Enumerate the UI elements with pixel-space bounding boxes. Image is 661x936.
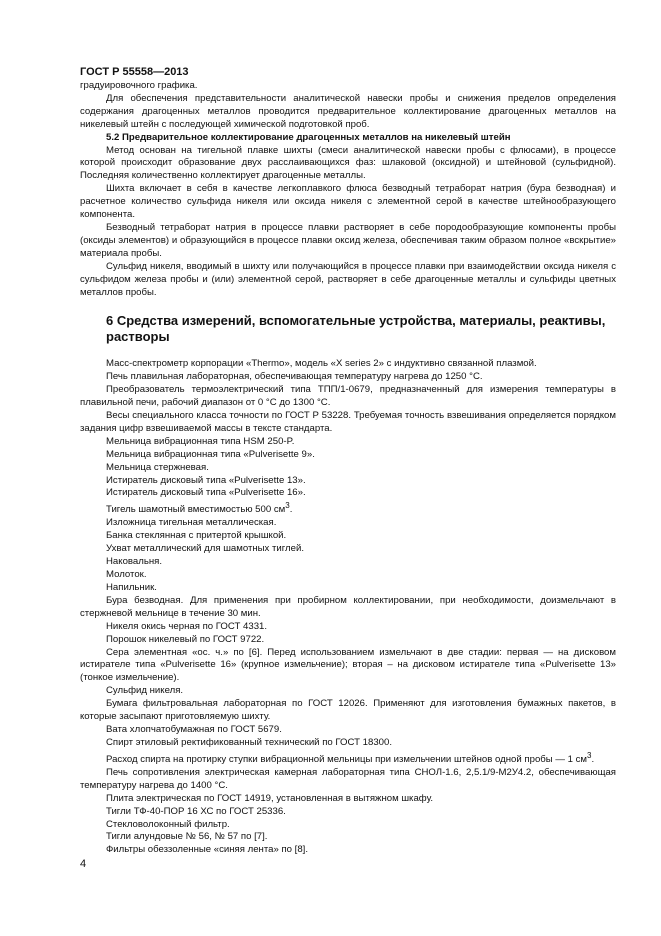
list-item: Плита электрическая по ГОСТ 14919, установленная в вытяжном шкафу.: [106, 792, 434, 804]
list-item: Мельница стержневая.: [106, 461, 209, 473]
list-item: Фильтры обеззоленные «синяя лента» по [8].: [106, 844, 308, 856]
list-item: [80, 750, 616, 767]
list-item-text: Тигель шамотный вместимостью 500 см: [106, 504, 286, 516]
list-item: Порошок никелевый по ГОСТ 9722.: [106, 633, 265, 645]
list-item: Вата хлопчатобумажная по ГОСТ 5679.: [106, 723, 282, 735]
superscript: 3: [285, 501, 290, 511]
paragraph: Метод основан на тигельной плавке шихты (смеси аналитической навески пробы с флюсами), в процессе которой происходит образование двух расслаивающихся фаз: шлаковой (оксидной) и штейновой (сульфидной). Последняя количественно коллектирует драгоценные металлы.: [80, 144, 616, 182]
page-number: 4: [80, 858, 87, 870]
list-item: [80, 500, 616, 517]
paragraph: Для обеспечения представительности аналитической навески пробы и снижения пределов определения содержания драгоценных металлов проводится предварительное коллектирование драгоценных металлов на никелевый штейн с последующей химической подготовкой проб.: [80, 92, 616, 130]
list-item: Сера элементная «ос. ч.» по [6]. Перед использованием измельчают в две стадии: первая — на дисковом истирателе типа «Pulverisette 16» (крупное измельчение); вторая – на дисковом истирателе типа «Pulverisette 13» (тонкое измельчение).: [80, 646, 616, 684]
list-item: Истиратель дисковый типа «Pulverisette 13».: [106, 474, 306, 486]
list-item: Истиратель дисковый типа «Pulverisette 16».: [106, 487, 306, 499]
list-item: Ухват металлический для шамотных тиглей.: [106, 543, 304, 555]
paragraph: Шихта включает в себя в качестве легкоплавкого флюса безводный тетраборат натрия (бура безводная) и расчетное количество сульфида никеля или оксида никеля с элементной серой в качестве штейнообразующего компонента.: [80, 183, 616, 221]
list-item: Стекловолоконный фильтр.: [106, 818, 230, 830]
list-item: Напильник.: [106, 582, 157, 593]
paragraph: градуировочного графика.: [80, 80, 198, 91]
list-item: Тигли алундовые № 56, № 57 по [7].: [106, 831, 268, 843]
list-item: Бумага фильтровальная лабораторная по ГОСТ 12026. Применяют для изготовления бумажных пакетов, в которые засыпают приготовляемую шихту.: [80, 698, 616, 723]
document-header: ГОСТ Р 55558—2013: [80, 66, 189, 78]
list-item: Банка стеклянная с притертой крышкой.: [106, 530, 287, 542]
list-item: Молоток.: [106, 569, 147, 581]
list-item-text: .: [591, 753, 595, 765]
list-item: Бура безводная. Для применения при пробирном коллектировании, при необходимости, доизмельчают в стержневой мельнице в течение 30 мин.: [80, 594, 616, 619]
list-item: Преобразователь термоэлектрический типа ТПП/1-0679, предназначенный для измерения температуры в плавильной печи, рабочий диапазон от 0 °С до 1300 °С.: [80, 384, 616, 409]
list-item: Наковальня.: [106, 556, 162, 568]
list-item: Сульфид никеля.: [106, 685, 184, 697]
list-item-text: .: [289, 504, 293, 516]
list-item: Печь плавильная лабораторная, обеспечивающая температуру нагрева до 1250 °С.: [106, 371, 483, 383]
list-item: Спирт этиловый ректификованный технический по ГОСТ 18300.: [106, 736, 392, 748]
superscript: 3: [587, 750, 592, 760]
list-item: Тигли ТФ-40-ПОР 16 ХС по ГОСТ 25336.: [106, 805, 286, 817]
list-item: Мельница вибрационная типа «Pulverisette 9».: [106, 448, 315, 460]
list-item-text: Расход спирта на протирку ступки вибрационной мельницы при измельчении штейнов одной пробы — 1 см: [106, 753, 587, 765]
paragraph: Сульфид никеля, вводимый в шихту или получающийся в процессе плавки при взаимодействии оксида никеля с сульфидом железа пробы и (или) элементной серой, растворяет в себе драгоценные металлы и сульфиды цветных металлов пробы.: [80, 260, 616, 298]
list-item: Изложница тигельная металлическая.: [106, 517, 277, 529]
list-item: Мельница вибрационная типа HSM 250-P.: [106, 435, 295, 447]
list-item: Весы специального класса точности по ГОСТ Р 53228. Требуемая точность взвешивания определяется порядком задания цифр взвешиваемой массы в тексте стандарта.: [80, 410, 616, 434]
section-heading: 6 Средства измерений, вспомогательные устройства, материалы, реактивы, растворы: [106, 313, 606, 345]
paragraph: Безводный тетраборат натрия в процессе плавки растворяет в себе породообразующие компоненты пробы (оксиды элементов) и образующийся в процессе плавки оксид железа, обеспечивая таким образом полное «вскрытие» материала пробы.: [80, 221, 616, 259]
list-item: Никеля окись черная по ГОСТ 4331.: [106, 620, 268, 632]
document-body: [80, 80, 616, 857]
list-item: Печь сопротивления электрическая камерная лабораторная типа СНОЛ-1.6, 2,5.1/9-М2У4.2, обеспечивающая температуру нагрева до 1400 °С.: [80, 766, 616, 791]
list-item: Масс-спектрометр корпорации «Thermo», модель «X series 2» с индуктивно связанной плазмой.: [106, 358, 537, 370]
subsection-heading: 5.2 Предварительное коллектирование драгоценных металлов на никелевый штейн: [106, 131, 511, 143]
